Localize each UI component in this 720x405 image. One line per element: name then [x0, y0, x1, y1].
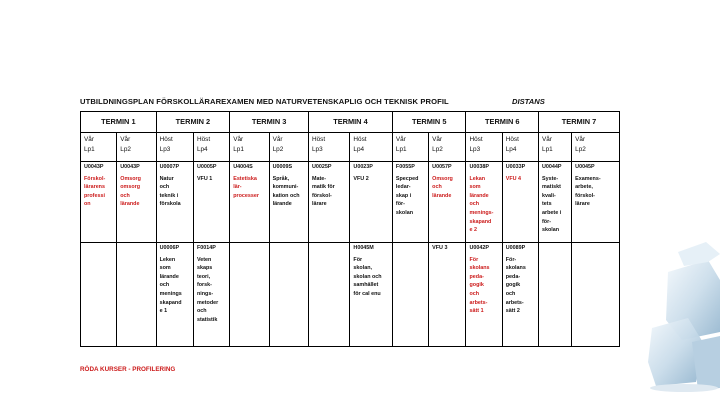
period-cell — [308, 133, 349, 162]
period-label: Lp1 — [542, 146, 553, 153]
study-plan-table — [80, 111, 620, 347]
course-name: Omsorg och lärande — [432, 175, 453, 199]
course-cell — [81, 162, 117, 243]
period-label: Lp2 — [575, 146, 586, 153]
term-header-6: TERMIN 6 — [466, 112, 539, 133]
course-row-1 — [81, 162, 620, 243]
course-cell — [429, 162, 466, 243]
term-header-5: TERMIN 5 — [392, 112, 466, 133]
course-name: Natur och teknik i förskola — [159, 175, 181, 208]
term-header-3: TERMIN 3 — [230, 112, 309, 133]
period-label: Lp4 — [353, 146, 365, 153]
study-mode: DISTANS — [512, 97, 545, 106]
course-name: Specped ledar- skap i för- skolan — [395, 175, 419, 216]
period-season: Vår — [84, 136, 94, 143]
term-header-1: TERMIN 1 — [81, 112, 157, 133]
period-season: Vår — [575, 136, 586, 143]
period-cell — [269, 133, 308, 162]
course-code: U0042P — [469, 245, 489, 251]
course-name: Lekan som lärande och menings- skapand e 2 — [469, 175, 494, 234]
course-code: U0025P — [311, 164, 332, 170]
course-cell — [392, 243, 428, 347]
course-code: H0045M — [353, 245, 374, 251]
course-cell — [230, 162, 269, 243]
course-name: VFU 4 — [505, 175, 522, 182]
course-cell — [350, 243, 392, 347]
course-name: Syste- matiskt kvali- tets arbete i för- skolan — [542, 175, 562, 234]
period-label: Lp4 — [196, 146, 208, 153]
period-label: Lp1 — [233, 146, 244, 153]
period-row — [81, 133, 620, 162]
course-code: U0044P — [542, 164, 562, 170]
period-label: Lp2 — [432, 146, 443, 153]
course-cell — [539, 162, 572, 243]
course-code: U0009S — [272, 164, 293, 170]
period-cell — [350, 133, 392, 162]
period-cell — [156, 133, 193, 162]
period-label: Lp4 — [505, 146, 517, 153]
period-season: Vår — [120, 136, 131, 143]
course-code: U0038P — [469, 164, 489, 170]
course-cell — [466, 162, 502, 243]
course-name: För skolans peda- gogik och arbets- sätt 1 — [469, 256, 490, 315]
course-cell — [308, 162, 349, 243]
period-label: Lp3 — [311, 146, 323, 153]
period-season: Höst — [159, 136, 173, 143]
period-season: Höst — [196, 136, 211, 143]
course-cell — [156, 243, 193, 347]
course-cell — [193, 162, 229, 243]
course-code: U0007P — [159, 164, 180, 170]
course-cell — [156, 162, 193, 243]
term-header-4: TERMIN 4 — [308, 112, 392, 133]
course-code: U0043P — [120, 164, 140, 170]
course-cell — [572, 243, 620, 347]
term-header-2: TERMIN 2 — [156, 112, 230, 133]
period-season: Höst — [353, 136, 367, 143]
period-season: Höst — [469, 136, 483, 143]
term-header-7: TERMIN 7 — [539, 112, 620, 133]
period-label: Lp2 — [272, 146, 284, 153]
course-cell — [429, 243, 466, 347]
period-label: Lp1 — [84, 146, 95, 153]
course-code: U0033P — [505, 164, 526, 170]
course-name: Mate- matik för förskol- lärare — [311, 175, 335, 208]
course-cell — [117, 243, 156, 347]
course-cell — [502, 243, 538, 347]
course-cell — [539, 243, 572, 347]
period-label: Lp3 — [469, 146, 481, 153]
period-label: Lp3 — [159, 146, 171, 153]
period-season: Höst — [311, 136, 326, 143]
course-row-2 — [81, 243, 620, 347]
period-cell — [502, 133, 538, 162]
period-cell — [392, 133, 428, 162]
course-code: U0023P — [353, 164, 373, 170]
course-cell — [269, 243, 308, 347]
course-name: VFU 1 — [196, 175, 213, 182]
legend-note: RÖDA KURSER - PROFILERING — [80, 366, 176, 373]
course-code: U0043P — [84, 164, 104, 170]
course-code: F0055P — [395, 164, 415, 170]
term-header-row — [81, 112, 620, 133]
period-cell — [429, 133, 466, 162]
course-name: Examens- arbete, förskol- lärare — [575, 175, 601, 208]
ice-cubes-image — [648, 232, 720, 392]
course-cell — [502, 162, 538, 243]
period-season: Vår — [542, 136, 552, 143]
course-code: U4004S — [233, 164, 253, 170]
course-name: För- skolans peda- gogik och arbets- sätt 2 — [505, 256, 526, 315]
page-title: UTBILDNINGSPLAN FÖRSKOLLÄRAREXAMEN MED NATURVETENSKAPLIG OCH TEKNISK PROFIL — [80, 97, 449, 106]
course-code: U0089P — [505, 245, 526, 251]
course-name: VFU 2 — [353, 175, 369, 182]
course-name: Språk, kommuni- kation och lärande — [272, 175, 300, 208]
period-season: Vår — [432, 136, 443, 143]
course-cell — [193, 243, 229, 347]
period-season: Vår — [395, 136, 406, 143]
course-name: Förskol- lärarens professi on — [84, 175, 106, 208]
period-label: Lp2 — [120, 146, 131, 153]
period-cell — [81, 133, 117, 162]
course-code: U0057P — [432, 164, 452, 170]
course-cell — [230, 243, 269, 347]
course-code: U0005P — [196, 164, 217, 170]
course-name: Leken som lärande och menings skapand e 1 — [159, 256, 182, 315]
period-cell — [572, 133, 620, 162]
period-cell — [466, 133, 502, 162]
course-name: Veten skaps teori, forsk- nings- metoder och statistik — [196, 256, 219, 323]
course-cell — [269, 162, 308, 243]
period-season: Vår — [272, 136, 283, 143]
period-cell — [117, 133, 156, 162]
course-cell — [350, 162, 392, 243]
period-cell — [193, 133, 229, 162]
course-cell — [81, 243, 117, 347]
period-cell — [539, 133, 572, 162]
course-cell — [572, 162, 620, 243]
course-code: U0045P — [575, 164, 595, 170]
period-label: Lp1 — [395, 146, 407, 153]
course-cell — [392, 162, 428, 243]
course-code: F0014P — [196, 245, 216, 251]
course-cell — [117, 162, 156, 243]
course-name: VFU 3 — [432, 245, 448, 251]
course-name: Omsorg omsorg och lärande — [120, 175, 141, 208]
period-cell — [230, 133, 269, 162]
course-name: Estetiska lär- processer — [233, 175, 259, 199]
course-name: För skolan, skolan och samhället för cal enu — [353, 256, 382, 297]
course-cell — [466, 243, 502, 347]
period-season: Höst — [505, 136, 519, 143]
course-cell — [308, 243, 349, 347]
period-season: Vår — [233, 136, 244, 143]
course-code: U0006P — [159, 245, 180, 251]
